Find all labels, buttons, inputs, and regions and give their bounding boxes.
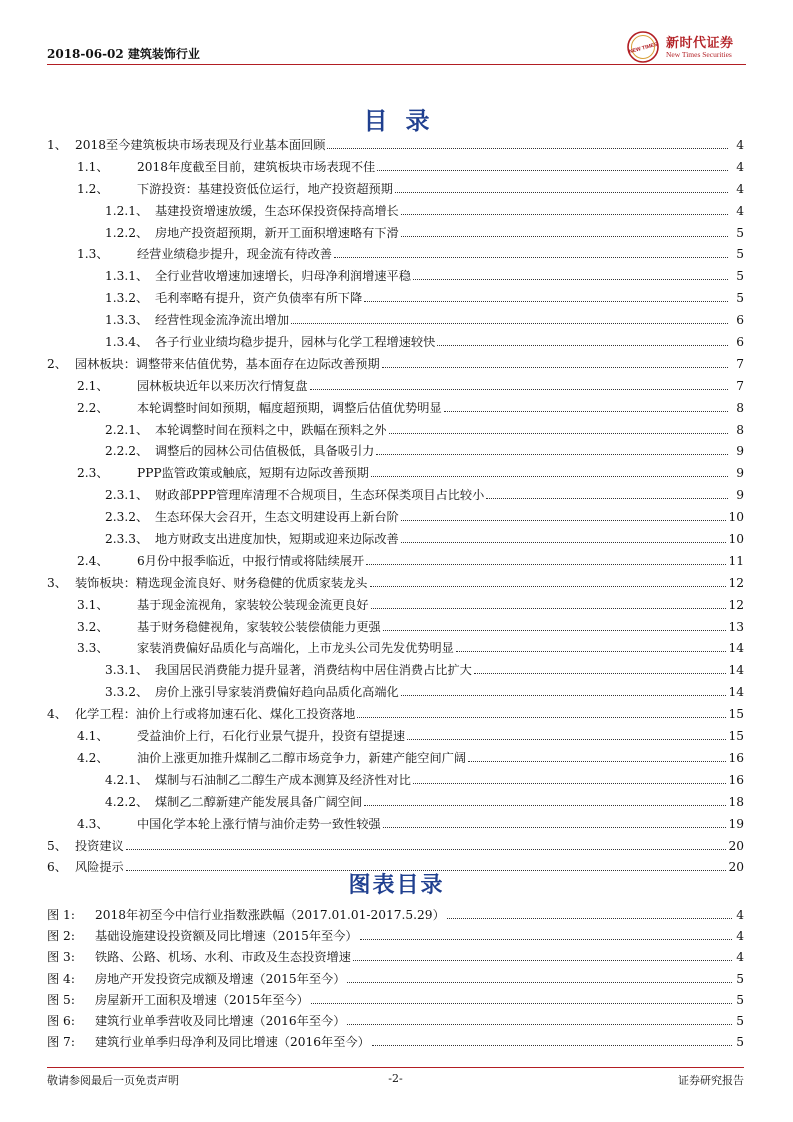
toc-entry-page: 8 (736, 400, 744, 415)
figure-entry-number: 图 5: (47, 992, 75, 1007)
toc-entry-page: 5 (736, 291, 744, 306)
toc-entry-page: 9 (736, 488, 744, 503)
toc-entry-title: 基于现金流视角，家装较公装现金流更良好 (137, 597, 369, 612)
toc-entry-title: 地方财政支出进度加快，短期或迎来边际改善 (155, 532, 399, 547)
toc-entry-page: 4 (736, 181, 744, 196)
toc-entry-number: 2.2、 (77, 400, 109, 415)
toc-entry[interactable] (47, 574, 744, 596)
toc-entry[interactable] (47, 245, 744, 267)
toc-leader-dots (401, 236, 728, 237)
toc-entry-title: 财政部PPP管理库清理不合规项目，生态环保类项目占比较小 (155, 488, 485, 503)
toc-leader-dots (370, 586, 727, 587)
toc-entry-number: 4.1、 (77, 729, 109, 744)
toc-entry-page: 13 (728, 619, 744, 634)
figure-entry-page: 4 (736, 908, 744, 922)
toc-entry[interactable] (47, 683, 744, 705)
toc-leader-dots (310, 389, 728, 390)
toc-entry[interactable] (47, 661, 744, 683)
toc-entry[interactable] (47, 530, 744, 552)
toc-entry-title: 2018年度截至目前，建筑板块市场表现不佳 (137, 159, 376, 174)
toc-leader-dots (371, 608, 727, 609)
toc-entry-page: 9 (736, 466, 744, 481)
figure-entry-page: 5 (736, 1013, 744, 1028)
toc-entry-number: 2.1、 (77, 378, 109, 393)
toc-leader-dots (486, 498, 728, 499)
toc-entry[interactable] (47, 267, 744, 289)
footer-report-type: 证券研究报告 (678, 1074, 744, 1087)
figure-leader-dots (347, 982, 732, 983)
toc-leader-dots (364, 805, 726, 806)
toc-leader-dots (401, 214, 728, 215)
toc-entry-page: 7 (736, 378, 744, 393)
toc-entry-title: 调整后的园林公司估值极低，具备吸引力 (155, 444, 375, 459)
toc-leader-dots (366, 564, 726, 565)
figure-entry-number: 图 2: (47, 929, 75, 944)
toc-entry-title: 园林板块：调整带来估值优势，基本面存在边际改善预期 (75, 356, 380, 371)
figure-leader-dots (311, 1003, 732, 1004)
toc-entry-title: 中国化学本轮上涨行情与油价走势一致性较强 (137, 816, 381, 831)
toc-leader-dots (401, 695, 727, 696)
toc-entry[interactable] (47, 442, 744, 464)
toc-entry-number: 4.2.1、 (105, 772, 149, 787)
toc-leader-dots (407, 739, 726, 740)
toc-entry-title: 生态环保大会召开，生态文明建设再上新台阶 (155, 510, 399, 525)
toc-entry-number: 4、 (47, 707, 67, 722)
toc-leader-dots (383, 827, 727, 828)
toc-entry-page: 20 (728, 838, 744, 853)
toc-entry-number: 3.3、 (77, 641, 109, 656)
toc-entry[interactable] (47, 355, 744, 377)
toc-entry-number: 4.2、 (77, 750, 109, 765)
toc-entry-number: 4.2.2、 (105, 794, 149, 809)
toc-entry-title: 本轮调整时间如预期，幅度超预期，调整后估值优势明显 (137, 400, 442, 415)
figure-entry[interactable] (47, 991, 744, 1012)
toc-entry-number: 3.1、 (77, 597, 109, 612)
toc-entry-page: 14 (728, 641, 744, 656)
toc-entry-number: 1.2.2、 (105, 225, 149, 240)
figure-leader-dots (447, 918, 732, 919)
figure-entry-page: 4 (736, 950, 744, 965)
toc-entry[interactable] (47, 815, 744, 837)
toc-entry-number: 1.2.1、 (105, 203, 149, 218)
toc-entry-page: 4 (736, 138, 744, 152)
toc-leader-dots (364, 301, 728, 302)
toc-entry-page: 14 (728, 663, 744, 678)
toc-entry-title: 园林板块近年以来历次行情复盘 (137, 378, 308, 393)
toc-entry-page: 10 (728, 532, 744, 547)
toc-leader-dots (389, 433, 728, 434)
company-logo (626, 30, 756, 64)
toc-entry-number: 6、 (47, 860, 67, 875)
toc-leader-dots (327, 148, 728, 149)
toc-entry-title: 经营性现金流净流出增加 (155, 313, 290, 328)
toc-entry[interactable] (47, 705, 744, 727)
figure-entry-page: 5 (736, 992, 744, 1007)
toc-entry-page: 14 (728, 685, 744, 700)
toc-entry-page: 5 (736, 269, 744, 284)
figure-leader-dots (360, 939, 732, 940)
toc-entry-page: 15 (728, 707, 744, 722)
toc-entry-title: 全行业营收增速加速增长，归母净利润增速平稳 (155, 269, 411, 284)
toc-entry-number: 2.3.3、 (105, 532, 149, 547)
toc-entry[interactable] (47, 399, 744, 421)
toc-entry-page: 4 (736, 203, 744, 218)
toc-entry-page: 9 (736, 444, 744, 459)
toc-leader-dots (468, 761, 726, 762)
toc-leader-dots (357, 717, 726, 718)
footer-disclaimer: 敬请参阅最后一页免责声明 (47, 1074, 179, 1087)
toc-entry-title: 风险提示 (75, 860, 124, 875)
toc-entry-page: 5 (736, 225, 744, 240)
figure-entry-number: 图 1: (47, 908, 75, 922)
toc-entry-title: 基建投资增速放缓，生态环保投资保持高增长 (155, 203, 399, 218)
toc-entry-page: 18 (728, 794, 744, 809)
toc-leader-dots (401, 520, 727, 521)
toc-entry[interactable] (47, 486, 744, 508)
toc-entry-title: 投资建议 (75, 838, 124, 853)
toc-entry-title: 房地产投资超预期，新开工面积增速略有下滑 (155, 225, 399, 240)
toc-entry-title: 6月份中报季临近，中报行情或将陆续展开 (137, 553, 365, 568)
toc-entry-number: 2.4、 (77, 553, 109, 568)
figure-list-title: 图表目录 (348, 873, 445, 898)
toc-entry-page: 12 (728, 575, 744, 590)
toc-entry-number: 3.2、 (77, 619, 109, 634)
toc-entry[interactable] (47, 421, 744, 443)
toc-entry-page: 12 (728, 597, 744, 612)
toc-entry[interactable] (47, 333, 744, 355)
toc-leader-dots (413, 783, 727, 784)
toc-entry-page: 6 (736, 313, 744, 328)
figure-entry-title: 2018年初至今中信行业指数涨跌幅（2017.01.01-2017.5.29） (95, 908, 445, 922)
toc-entry-title: 2018至今建筑板块市场表现及行业基本面回顾 (75, 138, 326, 152)
figure-leader-dots (353, 960, 732, 961)
toc-entry-number: 5、 (47, 838, 67, 853)
header-divider (47, 64, 746, 65)
toc-leader-dots (474, 673, 727, 674)
toc-entry-page: 4 (736, 159, 744, 174)
figure-list (47, 906, 744, 1054)
toc-entry-number: 1.3.4、 (105, 335, 149, 350)
toc-entry-title: 本轮调整时间在预料之中，跌幅在预料之外 (155, 422, 387, 437)
figure-entry-page: 5 (736, 971, 744, 986)
toc-entry[interactable] (47, 596, 744, 618)
toc-entry[interactable] (47, 837, 744, 859)
toc-leader-dots (456, 651, 727, 652)
logo-badge-icon (626, 30, 660, 64)
toc-leader-dots (291, 323, 728, 324)
toc-entry[interactable] (47, 727, 744, 749)
toc-leader-dots (413, 279, 728, 280)
toc-entry-title: 油价上涨更加推升煤制乙二醇市场竞争力，新建产能空间广阔 (137, 750, 467, 765)
toc-entry-number: 2.3.1、 (105, 488, 149, 503)
toc-leader-dots (382, 367, 728, 368)
toc-entry-title: 基于财务稳健视角，家装较公装偿债能力更强 (137, 619, 381, 634)
toc-entry-page: 11 (728, 553, 744, 568)
figure-entry-title: 建筑行业单季归母净利及同比增速（2016年至今） (95, 1035, 370, 1050)
toc-entry-number: 2.2.1、 (105, 422, 149, 437)
figure-leader-dots (347, 1024, 732, 1025)
toc-leader-dots (444, 411, 728, 412)
toc-entry-number: 1.1、 (77, 159, 109, 174)
toc-entry-title: 房价上涨引导家装消费偏好趋向品质化高端化 (155, 685, 399, 700)
toc-entry-number: 4.3、 (77, 816, 109, 831)
toc-entry-title: 化学工程：油价上行或将加速石化、煤化工投资落地 (75, 707, 356, 722)
toc-leader-dots (377, 170, 728, 171)
toc-entry-number: 2.3.2、 (105, 510, 149, 525)
figure-entry[interactable] (47, 970, 744, 991)
figure-entry[interactable] (47, 1012, 744, 1033)
figure-entry-number: 图 7: (47, 1035, 75, 1050)
toc-entry[interactable] (47, 289, 744, 311)
toc-entry-number: 1.3、 (77, 247, 109, 262)
toc-entry[interactable] (47, 180, 744, 202)
toc-entry-title: 各子行业业绩均稳步提升，园林与化学工程增速较快 (155, 335, 436, 350)
toc-entry-number: 3.3.1、 (105, 663, 149, 678)
toc-entry-number: 1.3.2、 (105, 291, 149, 306)
toc-entry-page: 19 (728, 816, 744, 831)
toc-entry-title: 毛利率略有提升，资产负债率有所下降 (155, 291, 363, 306)
toc-entry-page: 5 (736, 247, 744, 262)
toc-leader-dots (401, 542, 727, 543)
toc-entry-number: 3.3.2、 (105, 685, 149, 700)
toc-entry[interactable] (47, 377, 744, 399)
toc-entry[interactable] (47, 158, 744, 180)
toc-leader-dots (334, 257, 728, 258)
toc-entry[interactable] (47, 618, 744, 640)
toc-leader-dots (376, 454, 728, 455)
toc-entry-title: 煤制乙二醇新建产能发展具备广阔空间 (155, 794, 363, 809)
toc-entry-page: 16 (728, 750, 744, 765)
figure-entry[interactable] (47, 948, 744, 969)
header-date-industry: 2018-06-02 建筑装饰行业 (47, 47, 200, 61)
toc-leader-dots (126, 849, 727, 850)
figure-entry-number: 图 6: (47, 1013, 75, 1028)
toc-entry-title: 煤制与石油制乙二醇生产成本测算及经济性对比 (155, 772, 411, 787)
page-header (0, 0, 793, 66)
toc-entry[interactable] (47, 508, 744, 530)
toc-entry-page: 20 (728, 860, 744, 875)
figure-entry-page: 4 (736, 929, 744, 944)
toc-entry[interactable] (47, 793, 744, 815)
logo-chinese-name: 新时代证券 (666, 36, 734, 51)
figure-entry-title: 基础设施建设投资额及同比增速（2015年至今） (95, 929, 358, 944)
toc-entry-page: 6 (736, 335, 744, 350)
toc-leader-dots (395, 192, 728, 193)
toc-entry-title: 经营业绩稳步提升，现金流有待改善 (137, 247, 332, 262)
toc-entry-page: 15 (728, 729, 744, 744)
figure-entry-title: 房屋新开工面积及增速（2015年至今） (95, 992, 309, 1007)
toc-entry[interactable] (47, 136, 744, 158)
toc-entry[interactable] (47, 771, 744, 793)
toc-entry[interactable] (47, 202, 744, 224)
toc-entry[interactable] (47, 464, 744, 486)
toc-leader-dots (383, 630, 727, 631)
figure-entry[interactable] (47, 906, 744, 927)
toc-entry-page: 7 (736, 356, 744, 371)
toc-entry[interactable] (47, 749, 744, 771)
logo-english-name: New Times Securities (666, 50, 732, 59)
figure-entry-title: 铁路、公路、机场、水利、市政及生态投资增速 (95, 950, 351, 965)
toc-entry[interactable] (47, 639, 744, 661)
toc-entry-title: PPP监管政策或触底，短期有边际改善预期 (137, 466, 369, 481)
page-number: -2- (388, 1072, 403, 1085)
toc-entry-title: 家装消费偏好品质化与高端化，上市龙头公司先发优势明显 (137, 641, 454, 656)
table-of-contents (47, 136, 744, 880)
toc-entry-page: 8 (736, 422, 744, 437)
toc-entry-title: 我国居民消费能力提升显著，消费结构中居住消费占比扩大 (155, 663, 472, 678)
figure-entry[interactable] (47, 927, 744, 948)
toc-entry-number: 2、 (47, 356, 67, 371)
page-footer (47, 1067, 744, 1088)
toc-entry-title: 装饰板块：精选现金流良好、财务稳健的优质家装龙头 (75, 575, 368, 590)
logo-badge-text: NEW TIMES (628, 41, 659, 56)
figure-entry-number: 图 3: (47, 950, 75, 965)
figure-leader-dots (372, 1045, 732, 1046)
toc-entry-page: 16 (728, 772, 744, 787)
toc-title: 目录 (363, 107, 448, 135)
figure-entry-number: 图 4: (47, 971, 75, 986)
toc-entry[interactable] (47, 552, 744, 574)
toc-entry-number: 2.2.2、 (105, 444, 149, 459)
toc-entry-number: 1.3.1、 (105, 269, 149, 284)
figure-entry-title: 建筑行业单季营收及同比增速（2016年至今） (95, 1013, 346, 1028)
figure-entry-title: 房地产开发投资完成额及增速（2015年至今） (95, 971, 346, 986)
toc-leader-dots (371, 476, 728, 477)
toc-entry-title: 下游投资：基建投资低位运行，地产投资超预期 (137, 181, 393, 196)
toc-entry-number: 1、 (47, 138, 67, 152)
toc-entry-number: 1.2、 (77, 181, 109, 196)
toc-entry-page: 10 (728, 510, 744, 525)
toc-entry-number: 2.3、 (77, 466, 109, 481)
toc-entry[interactable] (47, 311, 744, 333)
toc-entry-number: 1.3.3、 (105, 313, 149, 328)
toc-entry[interactable] (47, 224, 744, 246)
toc-entry-title: 受益油价上行，石化行业景气提升，投资有望提速 (137, 729, 406, 744)
figure-entry-page: 5 (736, 1035, 744, 1050)
toc-leader-dots (437, 345, 728, 346)
toc-entry-number: 3、 (47, 575, 67, 590)
figure-entry[interactable] (47, 1033, 744, 1054)
